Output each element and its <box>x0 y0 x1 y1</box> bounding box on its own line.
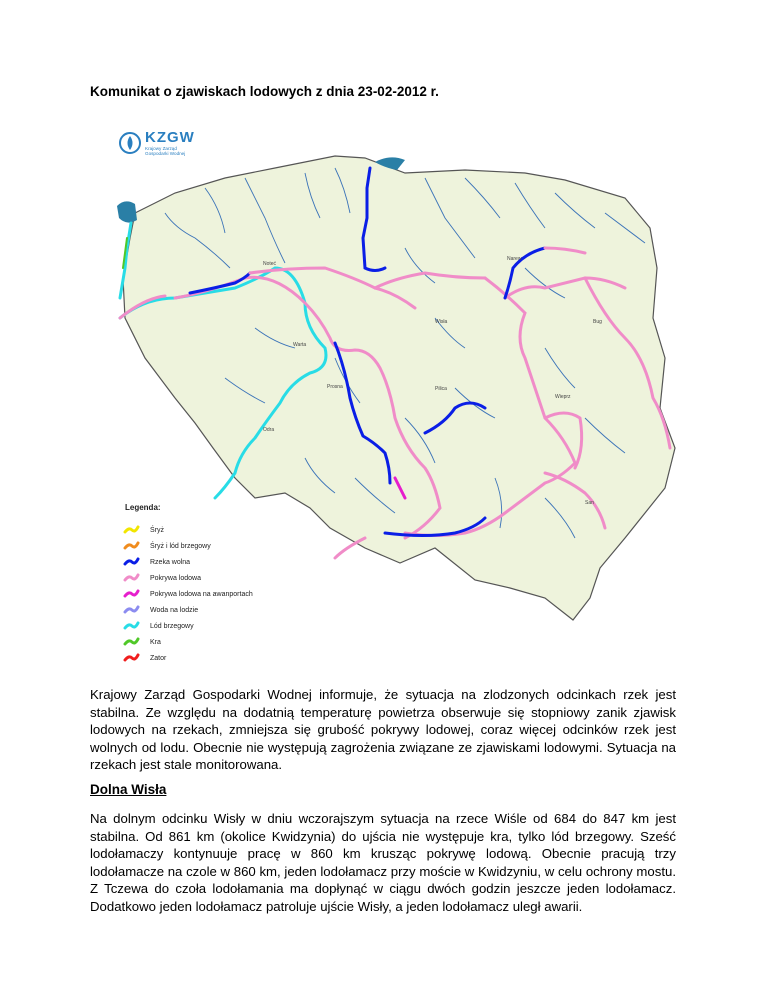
svg-text:Krajowy Zarząd: Krajowy Zarząd <box>145 146 177 151</box>
legend-swatch <box>125 639 138 644</box>
legend-label: Kra <box>150 639 161 646</box>
section-paragraph: Na dolnym odcinku Wisły w dniu wczorajszym sytuacja na rzece Wiśle od 684 do 847 km jest stabilna. Od 861 km (okolice Kwidzynia) do ujścia nie występuje kra, tylko lód brzegowy. Sześć lodołamaczy kontynuuje pracę w 860 km krusząc pokrywę lodową. Obecnie pracują trzy lodołamacze na czole w 860 km, jeden lodołamacz przy moście w Kwidzyniu, w celu ochrony mostu. Z Tczewa do czoła lodołamania ma dopłynąć w ciągu dwóch godzin jeszcze jeden lodołamacz. Dodatkowo jeden lodołamacz patroluje ujście Wisły, a jeden lodołamacz uległ awarii. <box>90 811 676 914</box>
legend-swatch <box>125 527 138 532</box>
map-legend <box>125 503 253 662</box>
legend-swatch <box>125 607 138 612</box>
document-title: Komunikat o zjawiskach lodowych z dnia 23-02-2012 r. <box>90 84 439 99</box>
legend-swatch <box>125 543 138 548</box>
legend-swatch <box>125 623 138 628</box>
svg-text:Pilica: Pilica <box>435 386 447 392</box>
svg-text:San: San <box>585 500 594 506</box>
svg-text:Gospodarki Wodnej: Gospodarki Wodnej <box>145 151 186 156</box>
legend-item <box>125 607 198 614</box>
legend-item <box>125 639 161 646</box>
legend-item <box>125 575 201 582</box>
svg-text:Noteć: Noteć <box>263 261 277 267</box>
legend-swatch <box>125 575 138 580</box>
svg-text:Odra: Odra <box>263 427 275 433</box>
legend-label: Woda na lodzie <box>150 607 199 614</box>
legend-label: Pokrywa lodowa na awanportach <box>150 591 253 598</box>
svg-text:Wieprz: Wieprz <box>555 394 571 400</box>
legend-item <box>125 591 253 598</box>
river-south-upper <box>335 538 365 558</box>
legend-item <box>125 541 211 550</box>
ice-map <box>105 118 690 673</box>
svg-text:Prosna: Prosna <box>327 384 343 390</box>
legend-swatch <box>125 591 138 596</box>
legend-swatch <box>125 655 138 660</box>
svg-text:Warta: Warta <box>293 342 307 348</box>
legend-item <box>125 525 165 534</box>
legend-label: Śryż i lód brzegowy <box>150 543 211 550</box>
section-heading: Dolna Wisła <box>90 782 167 797</box>
legend-item <box>125 655 167 662</box>
legend-label: Rzeka wolna <box>150 559 191 566</box>
svg-text:KZGW: KZGW <box>145 129 195 146</box>
svg-text:Legenda:: Legenda: <box>125 503 161 512</box>
lake-zalew-szczecinski <box>117 201 137 222</box>
svg-text:Bug: Bug <box>593 319 602 325</box>
legend-swatch <box>125 559 138 564</box>
svg-text:Wisła: Wisła <box>435 319 448 325</box>
kzgw-logo <box>120 129 195 156</box>
svg-text:Narew: Narew <box>507 256 522 262</box>
legend-item <box>125 623 194 630</box>
legend-label: Pokrywa lodowa <box>150 575 201 582</box>
intro-paragraph: Krajowy Zarząd Gospodarki Wodnej informuje, że sytuacja na zlodzonych odcinkach rzek jest stabilna. Ze względu na dodatnią temperaturę powietrza obserwuje się stopniowy zanik zjawisk lodowych na rzekach, zmniejsza się grubość pokrywy lodowej, coraz więcej odcinków rzek jest wolnych od lodu. Obecnie nie występują zagrożenia związane ze zjawiskami lodowymi. Sytuacja na rzekach jest stale monitorowana. <box>90 687 676 773</box>
legend-item <box>125 559 190 566</box>
legend-label: Zator <box>150 655 167 662</box>
legend-label: Lód brzegowy <box>150 623 194 630</box>
legend-label: Śryż <box>150 527 164 534</box>
